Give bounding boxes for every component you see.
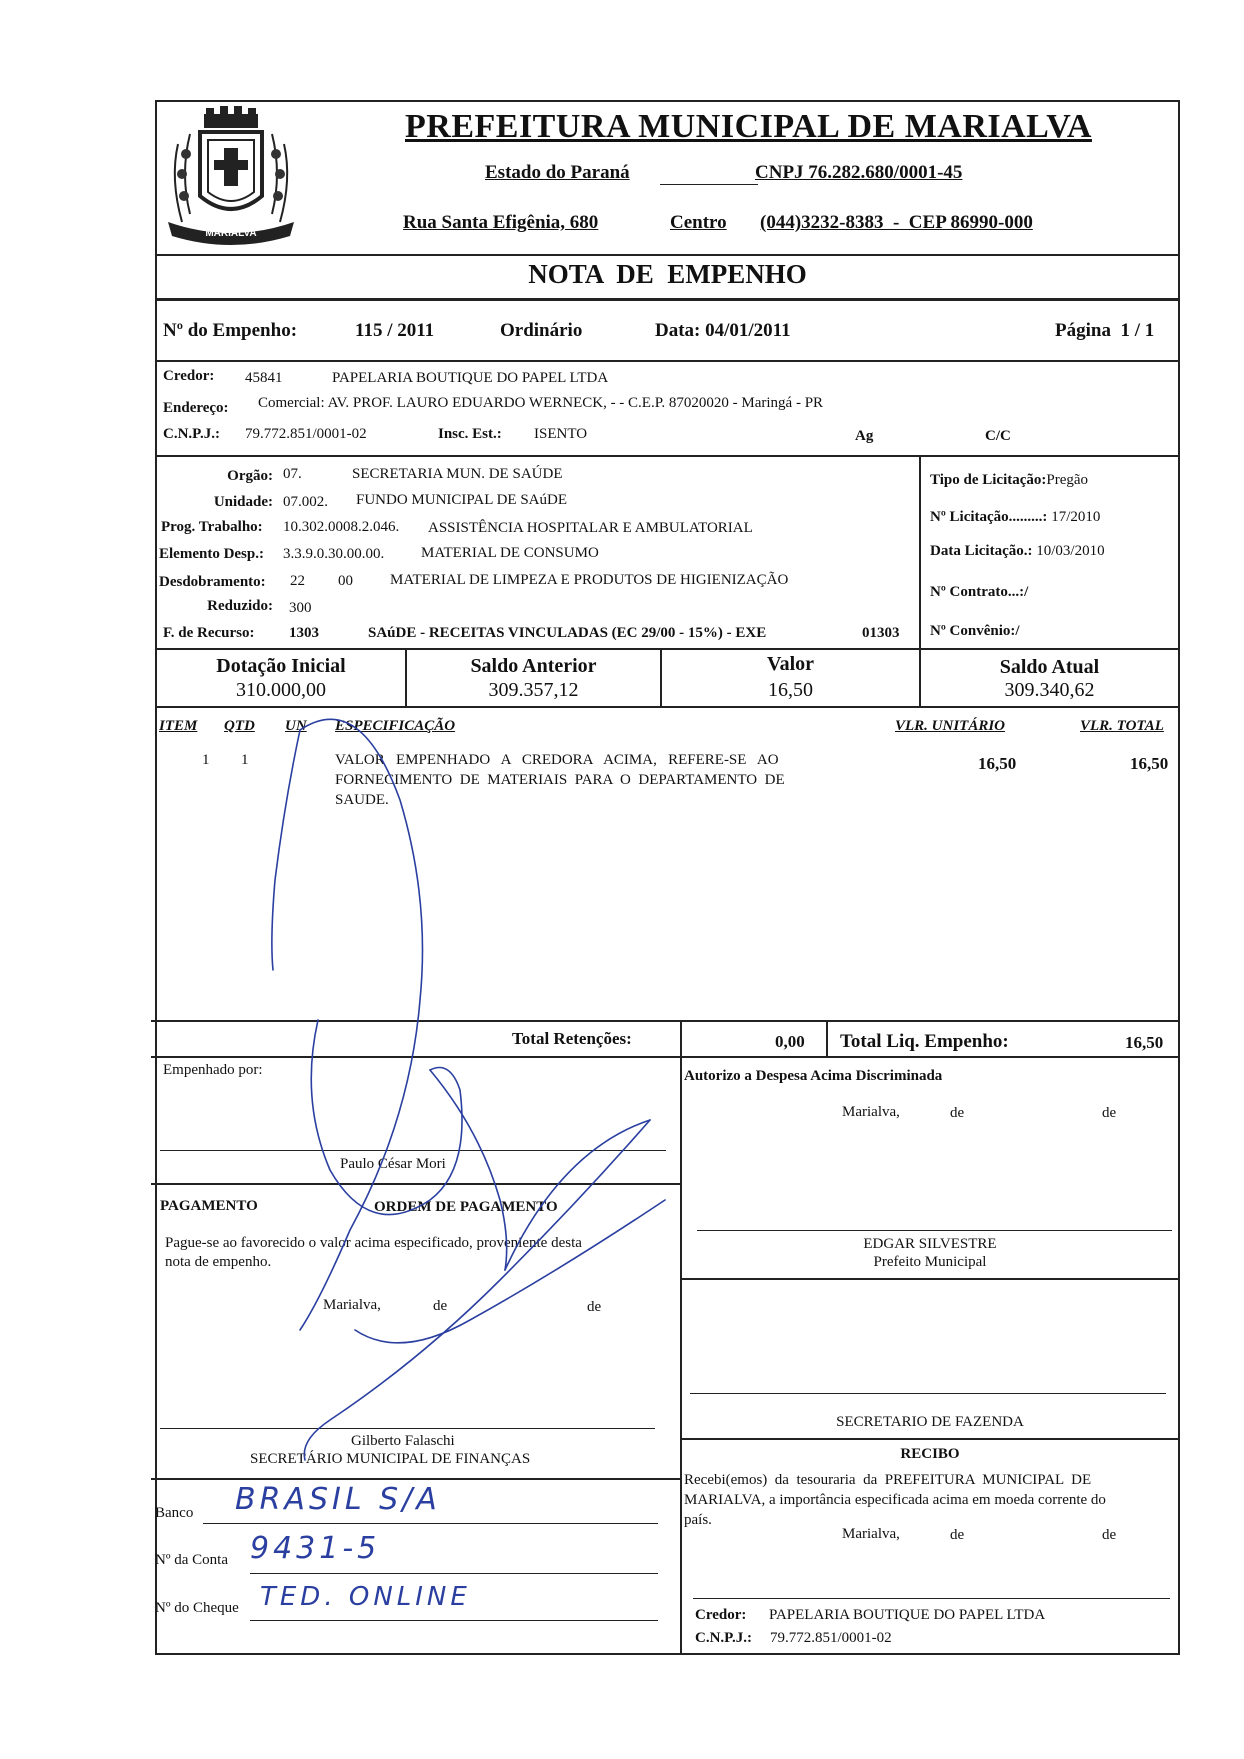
recibo-line1: Recebi(emos) da tesouraria da PREFEITURA MUNICIPAL DE bbox=[684, 1472, 1092, 1488]
cnpj-label: C.N.P.J.: bbox=[163, 426, 220, 442]
liquido-label: Total Liq. Empenho: bbox=[840, 1031, 1009, 1052]
recibo-de1: de bbox=[950, 1527, 965, 1543]
elemento-name: MATERIAL DE CONSUMO bbox=[421, 545, 599, 561]
phone-cep: (044)3232-8383 - CEP 86990-000 bbox=[760, 212, 1033, 233]
numero-licitacao-value: 17/2010 bbox=[1051, 509, 1101, 525]
autorizo-de1: de bbox=[950, 1105, 965, 1121]
retencoes-label: Total Retenções: bbox=[512, 1029, 632, 1048]
valor-value: 16,50 bbox=[768, 679, 813, 701]
orgao-name: SECRETARIA MUN. DE SAÚDE bbox=[352, 466, 563, 482]
row-especificacao-line3: SAUDE. bbox=[335, 792, 389, 808]
pagamento-text-1: Pague-se ao favorecido o valor acima especificado, proveniente desta bbox=[165, 1235, 582, 1251]
saldo-anterior-label: Saldo Anterior bbox=[470, 655, 597, 677]
recibo-cnpj: 79.772.851/0001-02 bbox=[770, 1630, 892, 1646]
convenio-label: Nº Convênio:/ bbox=[930, 623, 1020, 639]
ordem-pagamento: ORDEM DE PAGAMENTO bbox=[374, 1199, 558, 1215]
recibo-city: Marialva, bbox=[842, 1526, 900, 1542]
empenho-label: Nº do Empenho: bbox=[163, 320, 298, 341]
unidade-code: 07.002. bbox=[283, 494, 328, 510]
tipo-licitacao-text: Tipo de Licitação: bbox=[930, 472, 1047, 488]
credor-code: 45841 bbox=[245, 370, 283, 386]
empenho-type: Ordinário bbox=[500, 320, 583, 341]
row-item: 1 bbox=[202, 752, 210, 768]
insc-value: ISENTO bbox=[534, 426, 588, 442]
recibo-de2: de bbox=[1102, 1527, 1117, 1543]
desdobramento-code1: 22 bbox=[290, 573, 305, 589]
recurso-code2: 01303 bbox=[862, 625, 900, 641]
district: Centro bbox=[670, 212, 727, 233]
dotacao-value: 310.000,00 bbox=[236, 679, 326, 701]
recibo-title: RECIBO bbox=[900, 1446, 960, 1462]
reduzido-value: 300 bbox=[289, 600, 312, 616]
recurso-name: SAúDE - RECEITAS VINCULADAS (EC 29/00 - 15%) - EXE bbox=[368, 625, 767, 641]
row-especificacao-line2: FORNECIMENTO DE MATERIAIS PARA O DEPARTAMENTO DE bbox=[335, 772, 785, 788]
recibo-credor-label: Credor: bbox=[695, 1607, 747, 1623]
autorizo-role: Prefeito Municipal bbox=[873, 1254, 987, 1270]
conta-value: 9431-5 bbox=[250, 1531, 381, 1566]
ag-label: Ag bbox=[855, 428, 874, 444]
data-licitacao-text: Data Licitação.: bbox=[930, 543, 1033, 559]
banco-value: BRASIL S/A bbox=[235, 1482, 441, 1517]
prog-code: 10.302.0008.2.046. bbox=[283, 519, 400, 535]
cheque-value: TED. ONLINE bbox=[260, 1582, 471, 1612]
elemento-label: Elemento Desp.: bbox=[159, 546, 264, 562]
desdobramento-code2: 00 bbox=[338, 573, 353, 589]
cheque-label: Nº do Cheque bbox=[155, 1600, 239, 1616]
pagamento-de2: de bbox=[587, 1299, 602, 1315]
empenho-number: 115 / 2011 bbox=[355, 320, 435, 341]
saldo-anterior-value: 309.357,12 bbox=[488, 679, 579, 701]
cc-label: C/C bbox=[985, 428, 1011, 444]
credor-cnpj: 79.772.851/0001-02 bbox=[245, 426, 367, 442]
recibo-credor-name: PAPELARIA BOUTIQUE DO PAPEL LTDA bbox=[769, 1607, 1046, 1623]
col-vlr-unitario: VLR. UNITÁRIO bbox=[895, 718, 1006, 734]
credor-label: Credor: bbox=[163, 368, 215, 384]
autorizo-de2: de bbox=[1102, 1105, 1117, 1121]
tipo-licitacao-value: Pregão bbox=[1046, 472, 1089, 488]
conta-label: Nº da Conta bbox=[155, 1552, 228, 1568]
valor-label: Valor bbox=[766, 653, 815, 675]
autorizo-city: Marialva, bbox=[842, 1104, 900, 1120]
desdobramento-label: Desdobramento: bbox=[159, 574, 266, 590]
row-qtd: 1 bbox=[241, 752, 249, 768]
col-un: UN bbox=[285, 718, 307, 734]
orgao-code: 07. bbox=[283, 466, 302, 482]
autorizo-signer: EDGAR SILVESTRE bbox=[863, 1236, 997, 1252]
pagamento-role: SECRETÁRIO MUNICIPAL DE FINANÇAS bbox=[250, 1451, 531, 1467]
unidade-label: Unidade: bbox=[213, 494, 273, 510]
recurso-code: 1303 bbox=[289, 625, 319, 641]
orgao-label: Orgão: bbox=[227, 468, 273, 484]
saldo-atual-label: Saldo Atual bbox=[999, 656, 1100, 678]
row-especificacao-line1: VALOR EMPENHADO A CREDORA ACIMA, REFERE-SE AO bbox=[335, 752, 779, 768]
liquido-value: 16,50 bbox=[1125, 1033, 1164, 1052]
page-indicator: Página 1 / 1 bbox=[1055, 320, 1155, 341]
recibo-cnpj-label: C.N.P.J.: bbox=[695, 1630, 752, 1646]
prog-label: Prog. Trabalho: bbox=[161, 519, 263, 535]
contrato-label: Nº Contrato...:/ bbox=[930, 584, 1029, 600]
state-name: Estado do Paraná bbox=[485, 162, 630, 183]
recibo-line3: país. bbox=[684, 1512, 712, 1528]
pagamento-city: Marialva, bbox=[323, 1297, 381, 1313]
unidade-name: FUNDO MUNICIPAL DE SAúDE bbox=[356, 492, 567, 508]
street-address: Rua Santa Efigênia, 680 bbox=[403, 212, 599, 233]
row-vlr-unitario: 16,50 bbox=[978, 754, 1017, 773]
prog-name: ASSISTÊNCIA HOSPITALAR E AMBULATORIAL bbox=[428, 520, 753, 536]
banco-label: Banco bbox=[155, 1505, 194, 1521]
row-vlr-total: 16,50 bbox=[1130, 754, 1169, 773]
saldo-atual-value: 309.340,62 bbox=[1004, 679, 1095, 701]
pagamento-label: PAGAMENTO bbox=[160, 1198, 258, 1214]
seal-banner-text: MARIALVA bbox=[205, 228, 257, 239]
fazenda-role: SECRETARIO DE FAZENDA bbox=[836, 1414, 1024, 1430]
empenhado-signer: Paulo César Mori bbox=[340, 1156, 446, 1172]
numero-licitacao-text: Nº Licitação.........: bbox=[930, 509, 1048, 525]
credor-address: Comercial: AV. PROF. LAURO EDUARDO WERNECK, - - C.E.P. 87020020 - Maringá - PR bbox=[258, 395, 824, 411]
pagamento-signer: Gilberto Falaschi bbox=[351, 1433, 455, 1449]
reduzido-label: Reduzido: bbox=[207, 598, 273, 614]
document-title: NOTA DE EMPENHO bbox=[528, 259, 807, 289]
retencoes-value: 0,00 bbox=[775, 1032, 805, 1051]
col-especificacao: ESPECIFICAÇÃO bbox=[335, 718, 456, 734]
empenhado-label: Empenhado por: bbox=[163, 1062, 263, 1078]
autorizo-label: Autorizo a Despesa Acima Discriminada bbox=[684, 1068, 943, 1084]
dotacao-label: Dotação Inicial bbox=[216, 655, 346, 677]
pagamento-de1: de bbox=[433, 1298, 448, 1314]
col-item: ITEM bbox=[159, 718, 198, 734]
recibo-line2: MARIALVA, a importância especificada acima em moeda corrente do bbox=[684, 1492, 1106, 1508]
recurso-label: F. de Recurso: bbox=[163, 625, 255, 641]
insc-label: Insc. Est.: bbox=[438, 426, 502, 442]
credor-name: PAPELARIA BOUTIQUE DO PAPEL LTDA bbox=[332, 370, 609, 386]
data-licitacao-value: 10/03/2010 bbox=[1036, 543, 1105, 559]
pagamento-text-2: nota de empenho. bbox=[165, 1254, 272, 1270]
col-vlr-total: VLR. TOTAL bbox=[1080, 718, 1164, 734]
desdobramento-name: MATERIAL DE LIMPEZA E PRODUTOS DE HIGIENIZAÇÃO bbox=[390, 572, 789, 588]
empenho-date: Data: 04/01/2011 bbox=[655, 320, 791, 341]
cnpj-header: CNPJ 76.282.680/0001-45 bbox=[755, 162, 963, 183]
address-label: Endereço: bbox=[163, 400, 229, 416]
elemento-code: 3.3.9.0.30.00.00. bbox=[283, 546, 385, 562]
col-qtd: QTD bbox=[224, 718, 255, 734]
municipality-title: PREFEITURA MUNICIPAL DE MARIALVA bbox=[405, 108, 1092, 145]
